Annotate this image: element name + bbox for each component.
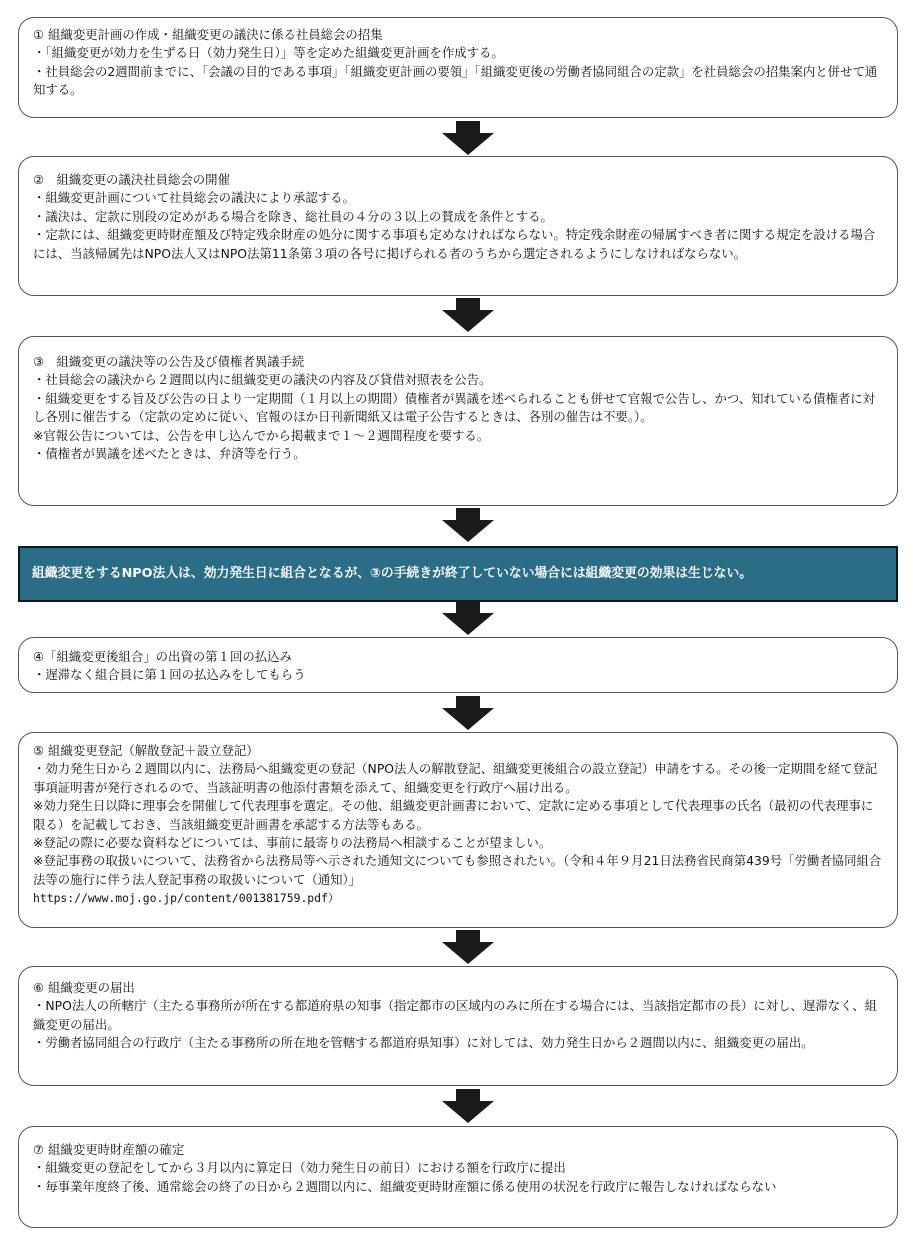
down-arrow-icon [442, 298, 494, 332]
step-1-line-2: ・社員総会の2週間前までに、「会議の目的である事項」「組織変更計画の要領」「組織変更後の労働者協同組合の定款」を社員総会の招集案内と併せて通知する。 [33, 63, 878, 98]
step-7-line-1: ・組織変更の登記をしてから３月以内に算定日（効力発生日の前日）における額を行政庁に提出 [33, 1160, 566, 1176]
down-arrow-icon [442, 930, 494, 964]
step-7-title: ⑦ 組織変更時財産額の確定 [33, 1142, 185, 1157]
step-2-title: ② 組織変更の議決社員総会の開催 [33, 172, 230, 187]
notice-banner: 組織変更をするNPO法人は、効力発生日に組合となるが、③の手続きが終了していない場合には組織変更の効果は生じない。 [18, 546, 898, 602]
down-arrow-icon [442, 121, 494, 155]
step-2-line-3: ・定款には、組織変更時財産額及び特定残余財産の処分に関する事項も定めなければならない。特定残余財産の帰属すべき者に関する規定を設ける場合には、当該帰属先はNPO法人又はNPO法第11条第３項の各号に掲げられる者のうちから選定されるようにしなければならない。 [33, 227, 876, 261]
step-2-box [18, 156, 898, 296]
step-3-title: ③ 組織変更の議決等の公告及び債権者異議手続 [33, 354, 305, 369]
step-2-line-2: ・議決は、定款に別段の定めがある場合を除き、総社員の４分の３以上の賛成を条件とする。 [33, 208, 553, 224]
step-1-box [18, 17, 898, 118]
step-5-line-4: ※登記事務の取扱いについて、法務省から法務局等へ示された通知文についても参照されたい。（令和４年９月21日法務省民商第439号「労働者協同組合法等の施行に伴う法人登記事務の取扱いについて（通知）」 [33, 853, 882, 887]
notice-url-link: https://www.moj.go.jp/content/001381759.pdf） [33, 891, 340, 906]
step-7-box [18, 1126, 898, 1228]
step-6-line-2: ・労働者協同組合の行政庁（主たる事務所の所在地を管轄する都道府県知事）に対しては、効力発生日から２週間以内に、組織変更の届出。 [33, 1035, 814, 1051]
step-6-box [18, 966, 898, 1086]
step-5-line-3: ※登記の際に必要な資料などについては、事前に最寄りの法務局へ相談することが望ましい。 [33, 835, 552, 851]
down-arrow-icon [442, 696, 494, 730]
step-2-line-1: ・組織変更計画について社員総会の議決により承認する。 [33, 190, 355, 206]
step-4-box [18, 637, 898, 693]
step-1-title: ① 組織変更計画の作成・組織変更の議決に係る社員総会の招集 [33, 27, 383, 42]
step-1-line-1: ・「組織変更が効力を生ずる日（効力発生日）」等を定めた組織変更計画を作成する。 [33, 45, 504, 61]
step-5-box [18, 732, 898, 928]
step-4-line-1: ・遅滞なく組合員に第１回の払込みをしてもらう [33, 667, 306, 683]
down-arrow-icon [442, 1089, 494, 1123]
down-arrow-icon [442, 508, 494, 542]
step-4-title: ④「組織変更後組合」の出資の第１回の払込み [33, 649, 292, 664]
down-arrow-icon [442, 601, 494, 635]
step-6-title: ⑥ 組織変更の届出 [33, 980, 135, 995]
step-3-line-1: ・社員総会の議決から２週間以内に組織変更の議決の内容及び貸借対照表を公告。 [33, 372, 492, 388]
step-5-title: ⑤ 組織変更登記（解散登記＋設立登記） [33, 743, 259, 758]
step-6-line-1: ・NPO法人の所轄庁（主たる事務所が所在する都道府県の知事（指定都市の区域内のみに所在する場合には、当該指定都市の長）に対し、遅滞なく、組織変更の届出。 [33, 998, 878, 1032]
step-3-line-2: ・組織変更をする旨及び公告の日より一定期間（１月以上の期間）債権者が異議を述べられることも併せて官報で公告し、かつ、知れている債権者に対し各別に催告する（定款の定めに従い、官報のほか日刊新聞紙又は電子公告するときは、各別の催告は不要。）。 [33, 390, 876, 425]
step-3-box [18, 336, 898, 506]
step-5-line-1: ・効力発生日から２週間以内に、法務局へ組織変更の登記（NPO法人の解散登記、組織変更後組合の設立登記）申請をする。その後一定期間を経て登記事項証明書が発行されるので、当該証明書の他添付書類を添えて、組織変更を行政庁へ届け出る。 [33, 761, 878, 795]
step-7-line-2: ・毎事業年度終了後、通常総会の終了の日から２週間以内に、組織変更時財産額に係る使用の状況を行政庁に報告しなければならない [33, 1178, 777, 1194]
step-5-line-2: ※効力発生日以降に理事会を開催して代表理事を選定。その他、組織変更計画書において、定款に定める事項として代表理事の氏名（最初の代表理事に限る）を記載しておき、当該組織変更計画書を承認する方法等もある。 [33, 798, 874, 832]
step-3-line-4: ・債権者が異議を述べたときは、弁済等を行う。 [33, 446, 306, 462]
step-3-line-3: ※官報公告については、公告を申し込んでから掲載まで１～２週間程度を要する。 [33, 427, 490, 443]
